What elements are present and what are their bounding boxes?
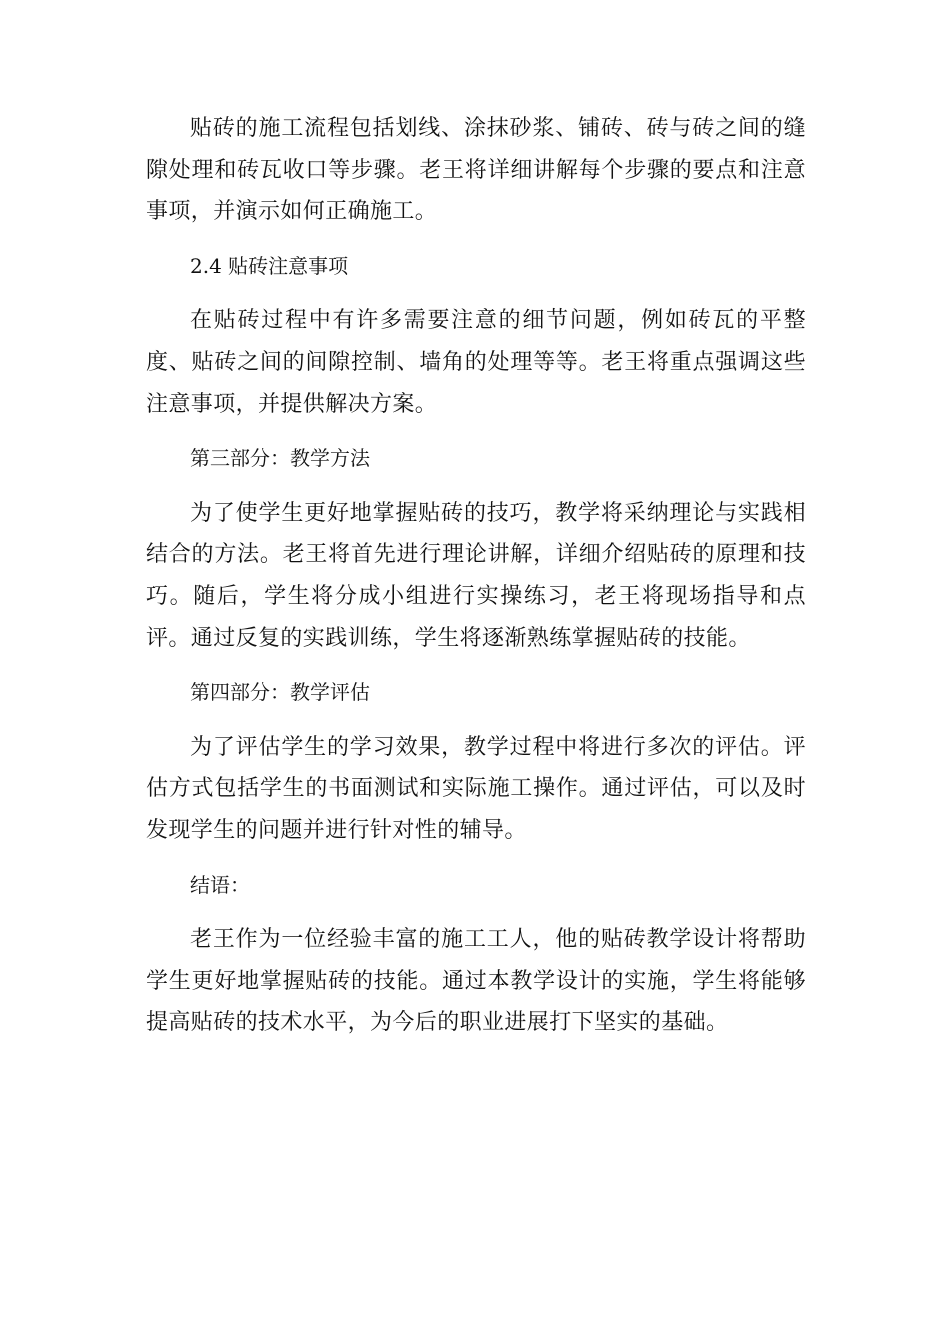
section-heading-teaching-method: 第三部分：教学方法 <box>190 446 370 471</box>
paragraph-conclusion: 老王作为一位经验丰富的施工工人，他的贴砖教学设计将帮助学生更好地掌握贴砖的技能。通过本教学设计的实施，学生将能够提高贴砖的技术水平，为今后的职业进展打下坚实的基础。 <box>146 927 806 1036</box>
paragraph-teaching-method: 为了使学生更好地掌握贴砖的技巧，教学将采纳理论与实践相结合的方法。老王将首先进行理论讲解，详细介绍贴砖的原理和技巧。随后，学生将分成小组进行实操练习，老王将现场指导和点评。通过反复的实践训练，学生将逐渐熟练掌握贴砖的技能。 <box>146 500 806 651</box>
paragraph-tiling-notes: 在贴砖过程中有许多需要注意的细节问题，例如砖瓦的平整度、贴砖之间的间隙控制、墙角的处理等等。老王将重点强调这些注意事项，并提供解决方案。 <box>146 308 806 417</box>
section-heading-tiling-notes: 2.4 贴砖注意事项 <box>190 253 349 278</box>
document-body <box>146 108 806 1044</box>
paragraph-teaching-evaluation: 为了评估学生的学习效果，教学过程中将进行多次的评估。评估方式包括学生的书面测试和实际施工操作。通过评估，可以及时发现学生的问题并进行针对性的辅导。 <box>146 734 806 843</box>
section-heading-teaching-evaluation: 第四部分：教学评估 <box>190 680 370 705</box>
paragraph-construction-process: 贴砖的施工流程包括划线、涂抹砂浆、铺砖、砖与砖之间的缝隙处理和砖瓦收口等步骤。老王将详细讲解每个步骤的要点和注意事项，并演示如何正确施工。 <box>146 116 806 225</box>
section-heading-conclusion: 结语： <box>190 872 250 897</box>
